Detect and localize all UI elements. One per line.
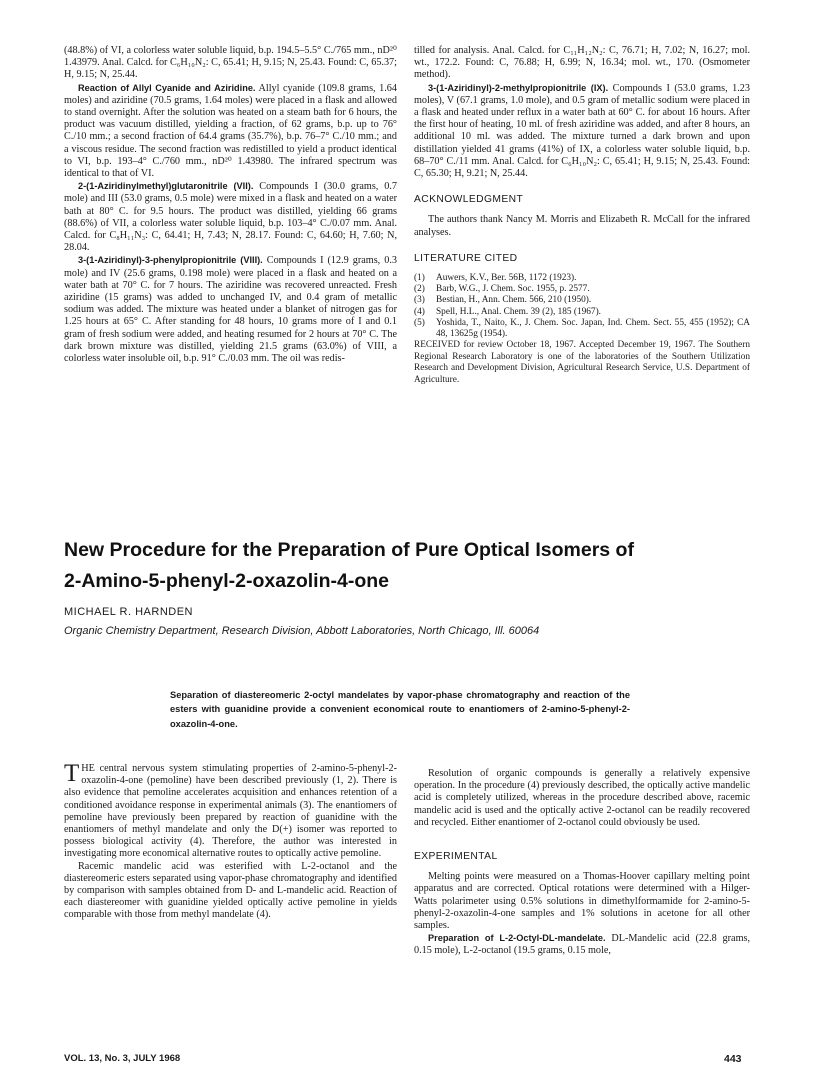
subheading-allyl-cyanide: Reaction of Allyl Cyanide and Aziridine.	[78, 82, 256, 93]
reference-number: (1)	[414, 273, 425, 284]
paragraph-allyl-cyanide	[64, 82, 397, 181]
paragraph-text: Allyl cyanide (109.8 grams, 1.64 moles) and aziridine (70.5 grams, 1.64 moles) were placed in a flask and allowed to stand overnight. After the solution was heated on a steam bath for 6 hours, the product was vacuum distilled, yielding a fraction, of 62 grams, b.p. up to 76° C./10 mm.; a second fraction of 64.4 grams (35.7%), b.p. 76–7° C./10 mm.; and a viscous residue. The second fraction was redistilled to yield a product identical to VI, b.p. 193–4° C./760 mm., nD²⁰ 1.43980. The infrared spectrum was identical to that of VI.	[64, 82, 397, 180]
reference-item	[414, 295, 750, 306]
reference-text: Spell, H.L., Anal. Chem. 39 (2), 185 (1967).	[436, 306, 602, 317]
paragraph-compound-viii	[64, 254, 397, 365]
paragraph-text: DL-Mandelic acid (22.8 grams, 0.15 mole), L-2-octanol (19.5 grams, 0.15 mole,	[414, 933, 751, 957]
acknowledgment-text: The authors thank Nancy M. Morris and Elizabeth R. McCall for the infrared analyses.	[414, 214, 750, 238]
page-number: 443	[724, 1053, 742, 1065]
preparation-paragraph	[414, 932, 750, 957]
methods-paragraph: Melting points were measured on a Thomas-Hoover capillary melting point apparatus and are corrected. Optical rotations were determined with a Hilger-Watts polarimeter using 0.5% solutions in dimethylformamide for 2-amino-5-phenyl-2-oxazolin-4-one samples and 1% solutions in acetone for all other samples.	[414, 871, 750, 932]
subheading-compound-viii: 3-(1-Aziridinyl)-3-phenylpropionitrile (VIII).	[78, 255, 263, 266]
reference-item	[414, 284, 750, 295]
reference-list	[414, 273, 750, 340]
top-left-column	[64, 45, 397, 365]
reference-number: (2)	[414, 284, 425, 295]
reference-item	[414, 273, 750, 284]
intro-paragraph	[64, 760, 397, 861]
paragraph-text: Compounds I (53.0 grams, 1.23 moles), V (67.1 grams, 1.0 mole), and 0.5 gram of metallic sodium were placed in a flask and heated under reflux in a water bath at 60° C. for about 16 hours. After the first hour of heating, 10 ml. of fresh aziridine was added, and after 8 hours, an additional 10 ml. was added. The mixture turned a dark brown and upon distillation yielded 41 grams (41%) of IX, a colorless water soluble liquid, b.p. 68–70° C./11 mm. Anal. Calcd. for C₆H₁₀N₂: C, 65.41; H, 9.15; N, 25.43. Found: C, 65.30; H, 9.21; N, 25.44.	[414, 82, 750, 180]
paragraph-text: Compounds I (30.0 grams, 0.7 mole) and III (53.0 grams, 0.5 mole) were mixed in a flask and heated on a water bath at 80° C. for 9.5 hours. The product was distilled, yielding 66 grams (88.6%) of VII, a colorless water soluble liquid, b.p. 103–4° C./0.07 mm. Anal. Calcd. for C₈H₁₁N₃: C, 64.41; H, 7.43; N, 28.17. Found: C, 64.60; H, 7.60; N, 28.04.	[64, 181, 397, 254]
paragraph-text: HE central nervous system stimulating properties of 2-amino-5-phenyl-2-oxazolin-4-one (pemoline) have been described previously (1, 2). There is also evidence that pemoline accelerates acquisition and enhances retention of a conditioned avoidance response in experimental animals (3). The enantiomers of pemoline have previously been prepared by reaction of guanidine with the enantiomers of methyl mandelate and only the D(+) isomer was reported to possess biological activity (4). Therefore, the author was interested in investigating more economical alternative routes to optically active pemoline.	[64, 763, 397, 860]
reference-text: Barb, W.G., J. Chem. Soc. 1955, p. 2577.	[436, 284, 590, 295]
journal-issue-footer: VOL. 13, No. 3, JULY 1968	[64, 1053, 181, 1064]
article-title	[64, 535, 764, 597]
literature-cited-heading: LITERATURE CITED	[414, 252, 518, 264]
bottom-left-column	[64, 760, 397, 922]
subheading-preparation: Preparation of L-2-Octyl-DL-mandelate.	[428, 933, 606, 944]
paragraph-compound-ix	[414, 82, 750, 181]
reference-number: (4)	[414, 306, 425, 317]
subheading-compound-ix: 3-(1-Aziridinyl)-2-methylpropionitrile (IX).	[428, 82, 609, 93]
abstract: Separation of diastereomeric 2-octyl mandelates by vapor-phase chromatography and reaction of the esters with guanidine provide a convenient economical route to enantiomers of 2-amino-5-phenyl-2-oxazolin-4-one.	[170, 690, 630, 729]
received-note: RECEIVED for review October 18, 1967. Accepted December 19, 1967. The Southern Regional Research Laboratory is one of the laboratories of the Southern Utilization Research and Development Division, Agricultural Research Service, U.S. Department of Agriculture.	[414, 340, 750, 386]
continued-paragraph: (48.8%) of VI, a colorless water soluble liquid, b.p. 194.5–5.5° C./765 mm., nD²⁰ 1.43979. Anal. Calcd. for C₆H₁₀N₂: C, 65.41; H, 9.15; N, 25.43. Found: C, 65.37; H, 9.15; N, 25.44.	[64, 45, 397, 81]
drop-cap: T	[64, 760, 80, 787]
top-right-column	[414, 45, 750, 387]
reference-number: (3)	[414, 295, 425, 306]
author-name: MICHAEL R. HARNDEN	[64, 606, 193, 618]
reference-item	[414, 307, 750, 318]
reference-text: Bestian, H., Ann. Chem. 566, 210 (1950).	[436, 295, 592, 306]
reference-text: Yoshida, T., Naito, K., J. Chem. Soc. Japan, Ind. Chem. Sect. 55, 455 (1952); CA 48, 13625g (1954).	[436, 317, 750, 340]
reference-text: Auwers, K.V., Ber. 56B, 1172 (1923).	[436, 273, 577, 284]
author-affiliation: Organic Chemistry Department, Research Division, Abbott Laboratories, North Chicago, Ill. 60064	[64, 625, 540, 637]
intro-paragraph-2: Racemic mandelic acid was esterified with L-2-octanol and the diastereomeric esters separated using vapor-phase chromatography and identified by comparison with samples obtained from D- and L-mandelic acid. Reaction of each diastereomer with guanidine yielded optically active pemoline in yields comparable with those from methyl mandelate (4).	[64, 860, 397, 921]
title-line-1: New Procedure for the Preparation of Pure Optical Isomers of	[64, 539, 634, 561]
continued-paragraph: tilled for analysis. Anal. Calcd. for C₁₁H₁₂N₂: C, 76.71; H, 7.02; N, 16.27; mol. wt., 172.2. Found: C, 76.88; H, 6.99; N, 16.34; mol. wt., 170. (Osmometer method).	[414, 45, 750, 81]
bottom-right-column	[414, 768, 750, 958]
reference-number: (5)	[414, 317, 425, 328]
resolution-paragraph: Resolution of organic compounds is generally a relatively expensive operation. In the procedure (4) previously described, the optically active mandelic acid is completely utilized, whereas in the procedure described above, racemic mandelic acid is used and the optically active 2-octanol can be readily recovered and recycled. Either enantiomer of 2-octanol could obviously be used.	[414, 768, 750, 828]
subheading-compound-vii: 2-(1-Aziridinylmethyl)glutaronitrile (VII).	[78, 181, 254, 192]
acknowledgment-heading: ACKNOWLEDGMENT	[414, 194, 524, 206]
paragraph-text: Compounds I (12.9 grams, 0.3 mole) and IV (25.6 grams, 0.198 mole) were placed in a flask and heated on a water bath at 70° C. for 7 hours. The aziridine was recovered unreacted. Fresh aziridine (15 grams) was added to unchanged IV, and 0.4 gram of metallic sodium was added. The mixture was heated under a blanket of nitrogen gas for 1.25 hours at 65° C. After standing for 48 hours, 10 grams more of I and 0.1 gram of fresh sodium were added, and heating resumed for 2 hours at 70° C. The dark brown mixture was distilled, yielding 21.5 grams (63.0%) of VIII, a colorless water insoluble oil, b.p. 91° C./0.03 mm. The oil was redis-	[64, 255, 397, 365]
paragraph-compound-vii	[64, 180, 397, 254]
experimental-heading: EXPERIMENTAL	[414, 851, 498, 863]
reference-item	[414, 318, 750, 340]
title-line-2: 2-Amino-5-phenyl-2-oxazolin-4-one	[64, 570, 390, 592]
